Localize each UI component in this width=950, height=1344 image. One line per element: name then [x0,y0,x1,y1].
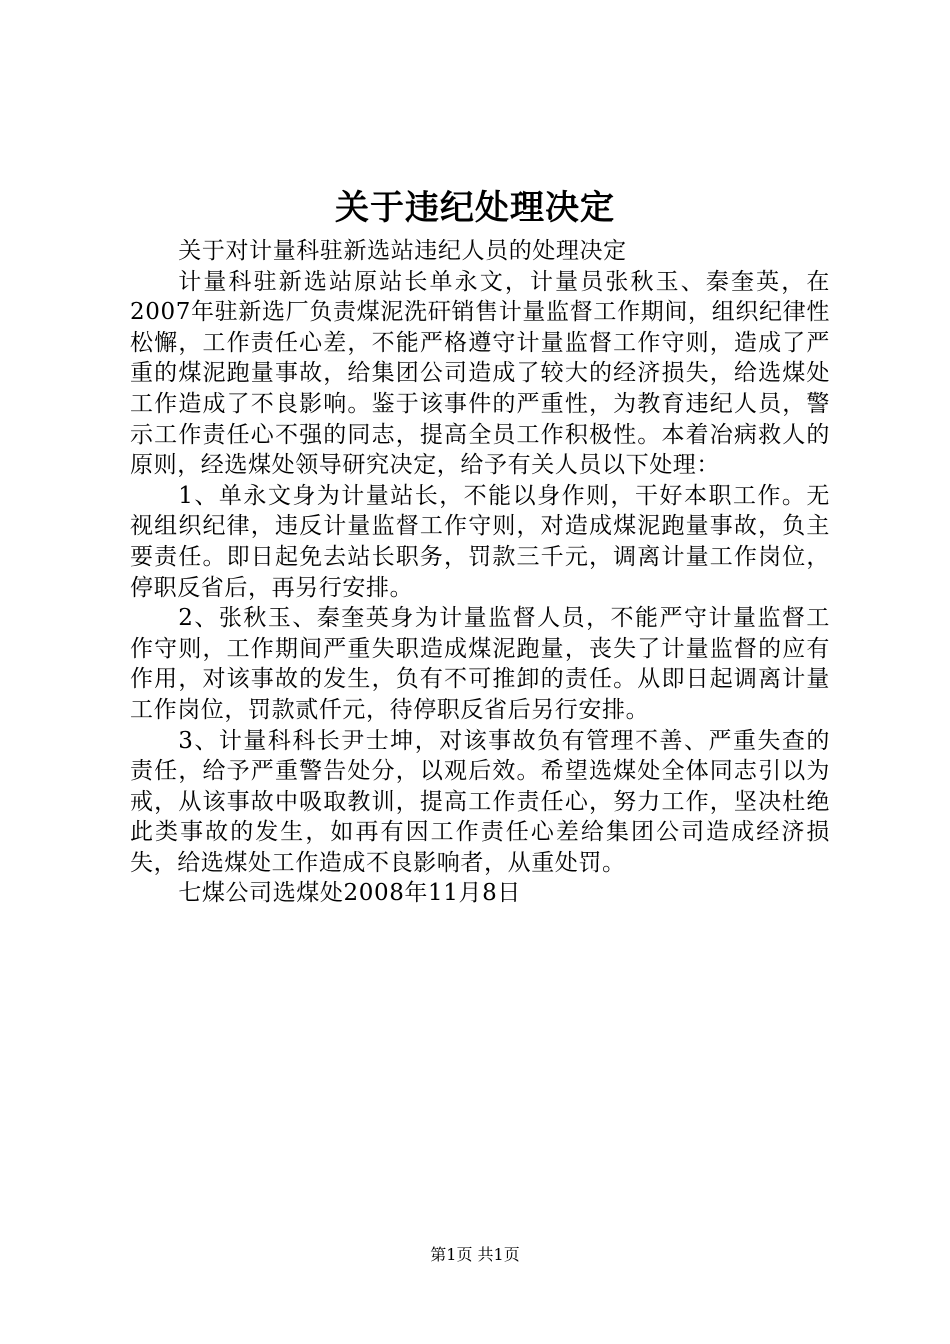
decision-item-3: 3、计量科科长尹士坤，对该事故负有管理不善、严重失查的责任，给予严重警告处分，以观后效。希望选煤处全体同志引以为戒，从该事故中吸取教训，提高工作责任心，努力工作，坚决杜绝此类事故的发生，如再有因工作责任心差给集团公司造成经济损失，给选煤处工作造成不良影响者，从重处罚。 [130,727,830,876]
decision-item-2: 2、张秋玉、秦奎英身为计量监督人员，不能严守计量监督工作守则，工作期间严重失职造成煤泥跑量，丧失了计量监督的应有作用，对该事故的发生，负有不可推卸的责任。从即日起调离计量工作岗位，罚款贰仟元，待停职反省后另行安排。 [130,605,830,723]
document-title: 关于违纪处理决定 [335,188,615,228]
page-footer: 第1页 共1页 [430,1245,520,1264]
document-body [130,236,830,909]
decision-item-1: 1、单永文身为计量站长，不能以身作则，干好本职工作。无视组织纪律，违反计量监督工作守则，对造成煤泥跑量事故，负主要责任。即日起免去站长职务，罚款三千元，调离计量工作岗位，停职反省后，再另行安排。 [130,482,830,601]
signature-date: 七煤公司选煤处2008年11月8日 [178,880,521,907]
background-paragraph: 计量科驻新选站原站长单永文，计量员张秋玉、秦奎英，在2007年驻新选厂负责煤泥洗矸销售计量监督工作期间，组织纪律性松懈，工作责任心差，不能严格遵守计量监督工作守则，造成了严重的煤泥跑量事故，给集团公司造成了较大的经济损失，给选煤处工作造成了不良影响。鉴于该事件的严重性，为教育违纪人员，警示工作责任心不强的同志，提高全员工作积极性。本着冶病救人的原则，经选煤处领导研究决定，给予有关人员以下处理： [130,268,830,479]
subtitle-paragraph: 关于对计量科驻新选站违纪人员的处理决定 [178,238,627,264]
